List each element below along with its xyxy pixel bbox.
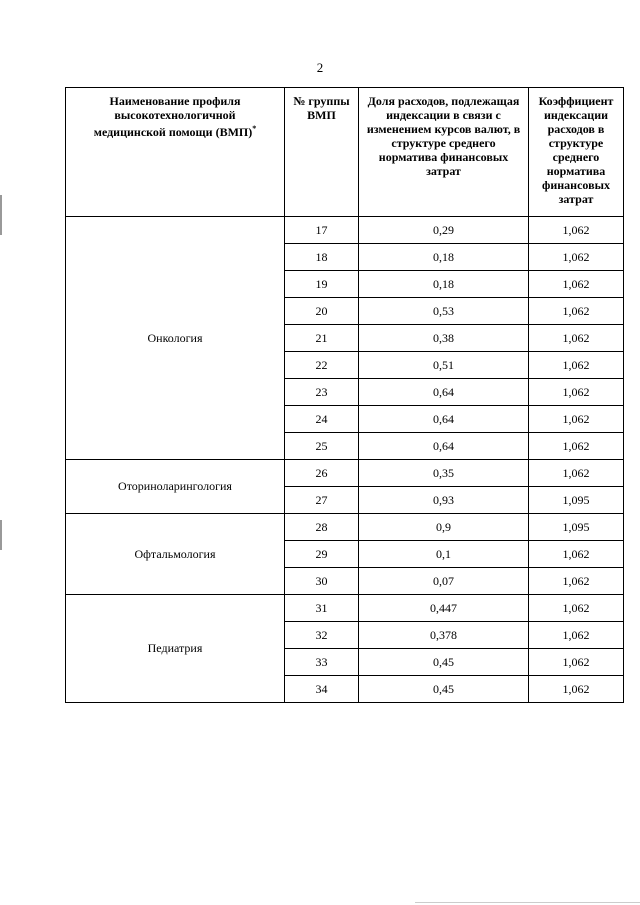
coef-cell: 1,062 [529, 298, 624, 325]
table-body [66, 217, 624, 703]
header-coef: Коэффициент индексации расходов в структуре среднего норматива финансовых затрат [529, 88, 624, 217]
group-cell: 24 [285, 406, 359, 433]
share-cell: 0,35 [359, 460, 529, 487]
profile-cell: Оториноларингология [66, 460, 285, 514]
coef-cell: 1,062 [529, 595, 624, 622]
share-cell: 0,51 [359, 352, 529, 379]
group-cell: 31 [285, 595, 359, 622]
footnote-mark: * [252, 124, 257, 133]
share-cell: 0,18 [359, 271, 529, 298]
group-cell: 29 [285, 541, 359, 568]
coef-cell: 1,062 [529, 244, 624, 271]
coef-cell: 1,062 [529, 676, 624, 703]
coef-cell: 1,062 [529, 622, 624, 649]
coef-cell: 1,062 [529, 352, 624, 379]
group-cell: 21 [285, 325, 359, 352]
share-cell: 0,29 [359, 217, 529, 244]
share-cell: 0,45 [359, 649, 529, 676]
table-row [66, 217, 624, 244]
scan-edge-mark [0, 195, 2, 235]
table-row [66, 514, 624, 541]
group-cell: 26 [285, 460, 359, 487]
share-cell: 0,18 [359, 244, 529, 271]
header-profile-text: Наименование профиля высокотехнологичной медицинской помощи (ВМП) [93, 94, 253, 139]
coef-cell: 1,095 [529, 514, 624, 541]
group-cell: 22 [285, 352, 359, 379]
share-cell: 0,64 [359, 379, 529, 406]
group-cell: 27 [285, 487, 359, 514]
header-share: Доля расходов, подлежащая индексации в связи с изменением курсов валют, в структуре среднего норматива финансовых затрат [359, 88, 529, 217]
header-group: № группы ВМП [285, 88, 359, 217]
share-cell: 0,45 [359, 676, 529, 703]
group-cell: 23 [285, 379, 359, 406]
share-cell: 0,93 [359, 487, 529, 514]
group-cell: 19 [285, 271, 359, 298]
group-cell: 25 [285, 433, 359, 460]
share-cell: 0,64 [359, 433, 529, 460]
share-cell: 0,378 [359, 622, 529, 649]
share-cell: 0,38 [359, 325, 529, 352]
scan-artifact-line [415, 902, 640, 903]
coef-cell: 1,062 [529, 325, 624, 352]
profile-cell: Онкология [66, 217, 285, 460]
coef-cell: 1,062 [529, 460, 624, 487]
profile-cell: Офтальмология [66, 514, 285, 595]
coef-cell: 1,062 [529, 217, 624, 244]
share-cell: 0,447 [359, 595, 529, 622]
group-cell: 32 [285, 622, 359, 649]
coef-cell: 1,062 [529, 568, 624, 595]
share-cell: 0,9 [359, 514, 529, 541]
coef-cell: 1,062 [529, 406, 624, 433]
share-cell: 0,07 [359, 568, 529, 595]
table-header-row [66, 88, 624, 217]
scan-edge-mark [0, 520, 2, 550]
share-cell: 0,64 [359, 406, 529, 433]
header-profile [66, 88, 285, 217]
group-cell: 20 [285, 298, 359, 325]
group-cell: 28 [285, 514, 359, 541]
profile-cell: Педиатрия [66, 595, 285, 703]
coef-cell: 1,062 [529, 649, 624, 676]
page-number: 2 [316, 60, 324, 75]
table-row [66, 460, 624, 487]
coef-cell: 1,062 [529, 379, 624, 406]
coef-cell: 1,095 [529, 487, 624, 514]
group-cell: 18 [285, 244, 359, 271]
group-cell: 33 [285, 649, 359, 676]
indexation-table [65, 87, 624, 703]
table-row [66, 595, 624, 622]
share-cell: 0,53 [359, 298, 529, 325]
group-cell: 30 [285, 568, 359, 595]
coef-cell: 1,062 [529, 271, 624, 298]
share-cell: 0,1 [359, 541, 529, 568]
group-cell: 34 [285, 676, 359, 703]
group-cell: 17 [285, 217, 359, 244]
coef-cell: 1,062 [529, 433, 624, 460]
coef-cell: 1,062 [529, 541, 624, 568]
